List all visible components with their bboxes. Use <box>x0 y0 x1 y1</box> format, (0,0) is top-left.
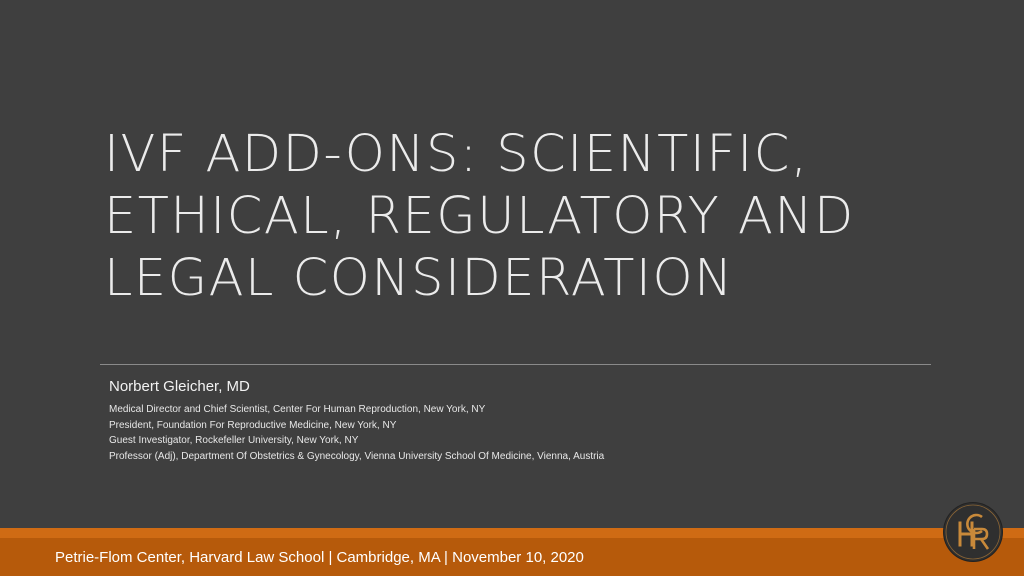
title-line: IVF ADD-ONS: SCIENTIFIC, <box>104 125 809 184</box>
footer-accent-bar <box>0 528 1024 538</box>
author-name: Norbert Gleicher, MD <box>109 378 250 395</box>
slide-title <box>104 124 964 310</box>
footer-bar <box>0 538 1024 576</box>
title-divider <box>100 364 931 365</box>
affiliation-item: Medical Director and Chief Scientist, Center For Human Reproduction, New York, NY <box>109 404 486 415</box>
affiliation-list <box>109 402 604 464</box>
chr-monogram-logo-icon <box>944 503 1002 561</box>
footer-text: Petrie-Flom Center, Harvard Law School | Cambridge, MA | November 10, 2020 <box>55 549 584 566</box>
affiliation-item: President, Foundation For Reproductive Medicine, New York, NY <box>109 419 397 431</box>
affiliation-item: Professor (Adj), Department Of Obstetrics & Gynecology, Vienna University School Of Medicine, Vienna, Austria <box>109 450 605 462</box>
title-line: LEGAL CONSIDERATION <box>104 249 734 308</box>
title-line: ETHICAL, REGULATORY AND <box>104 187 855 246</box>
affiliation-item: Guest Investigator, Rockefeller University, New York, NY <box>109 435 359 446</box>
